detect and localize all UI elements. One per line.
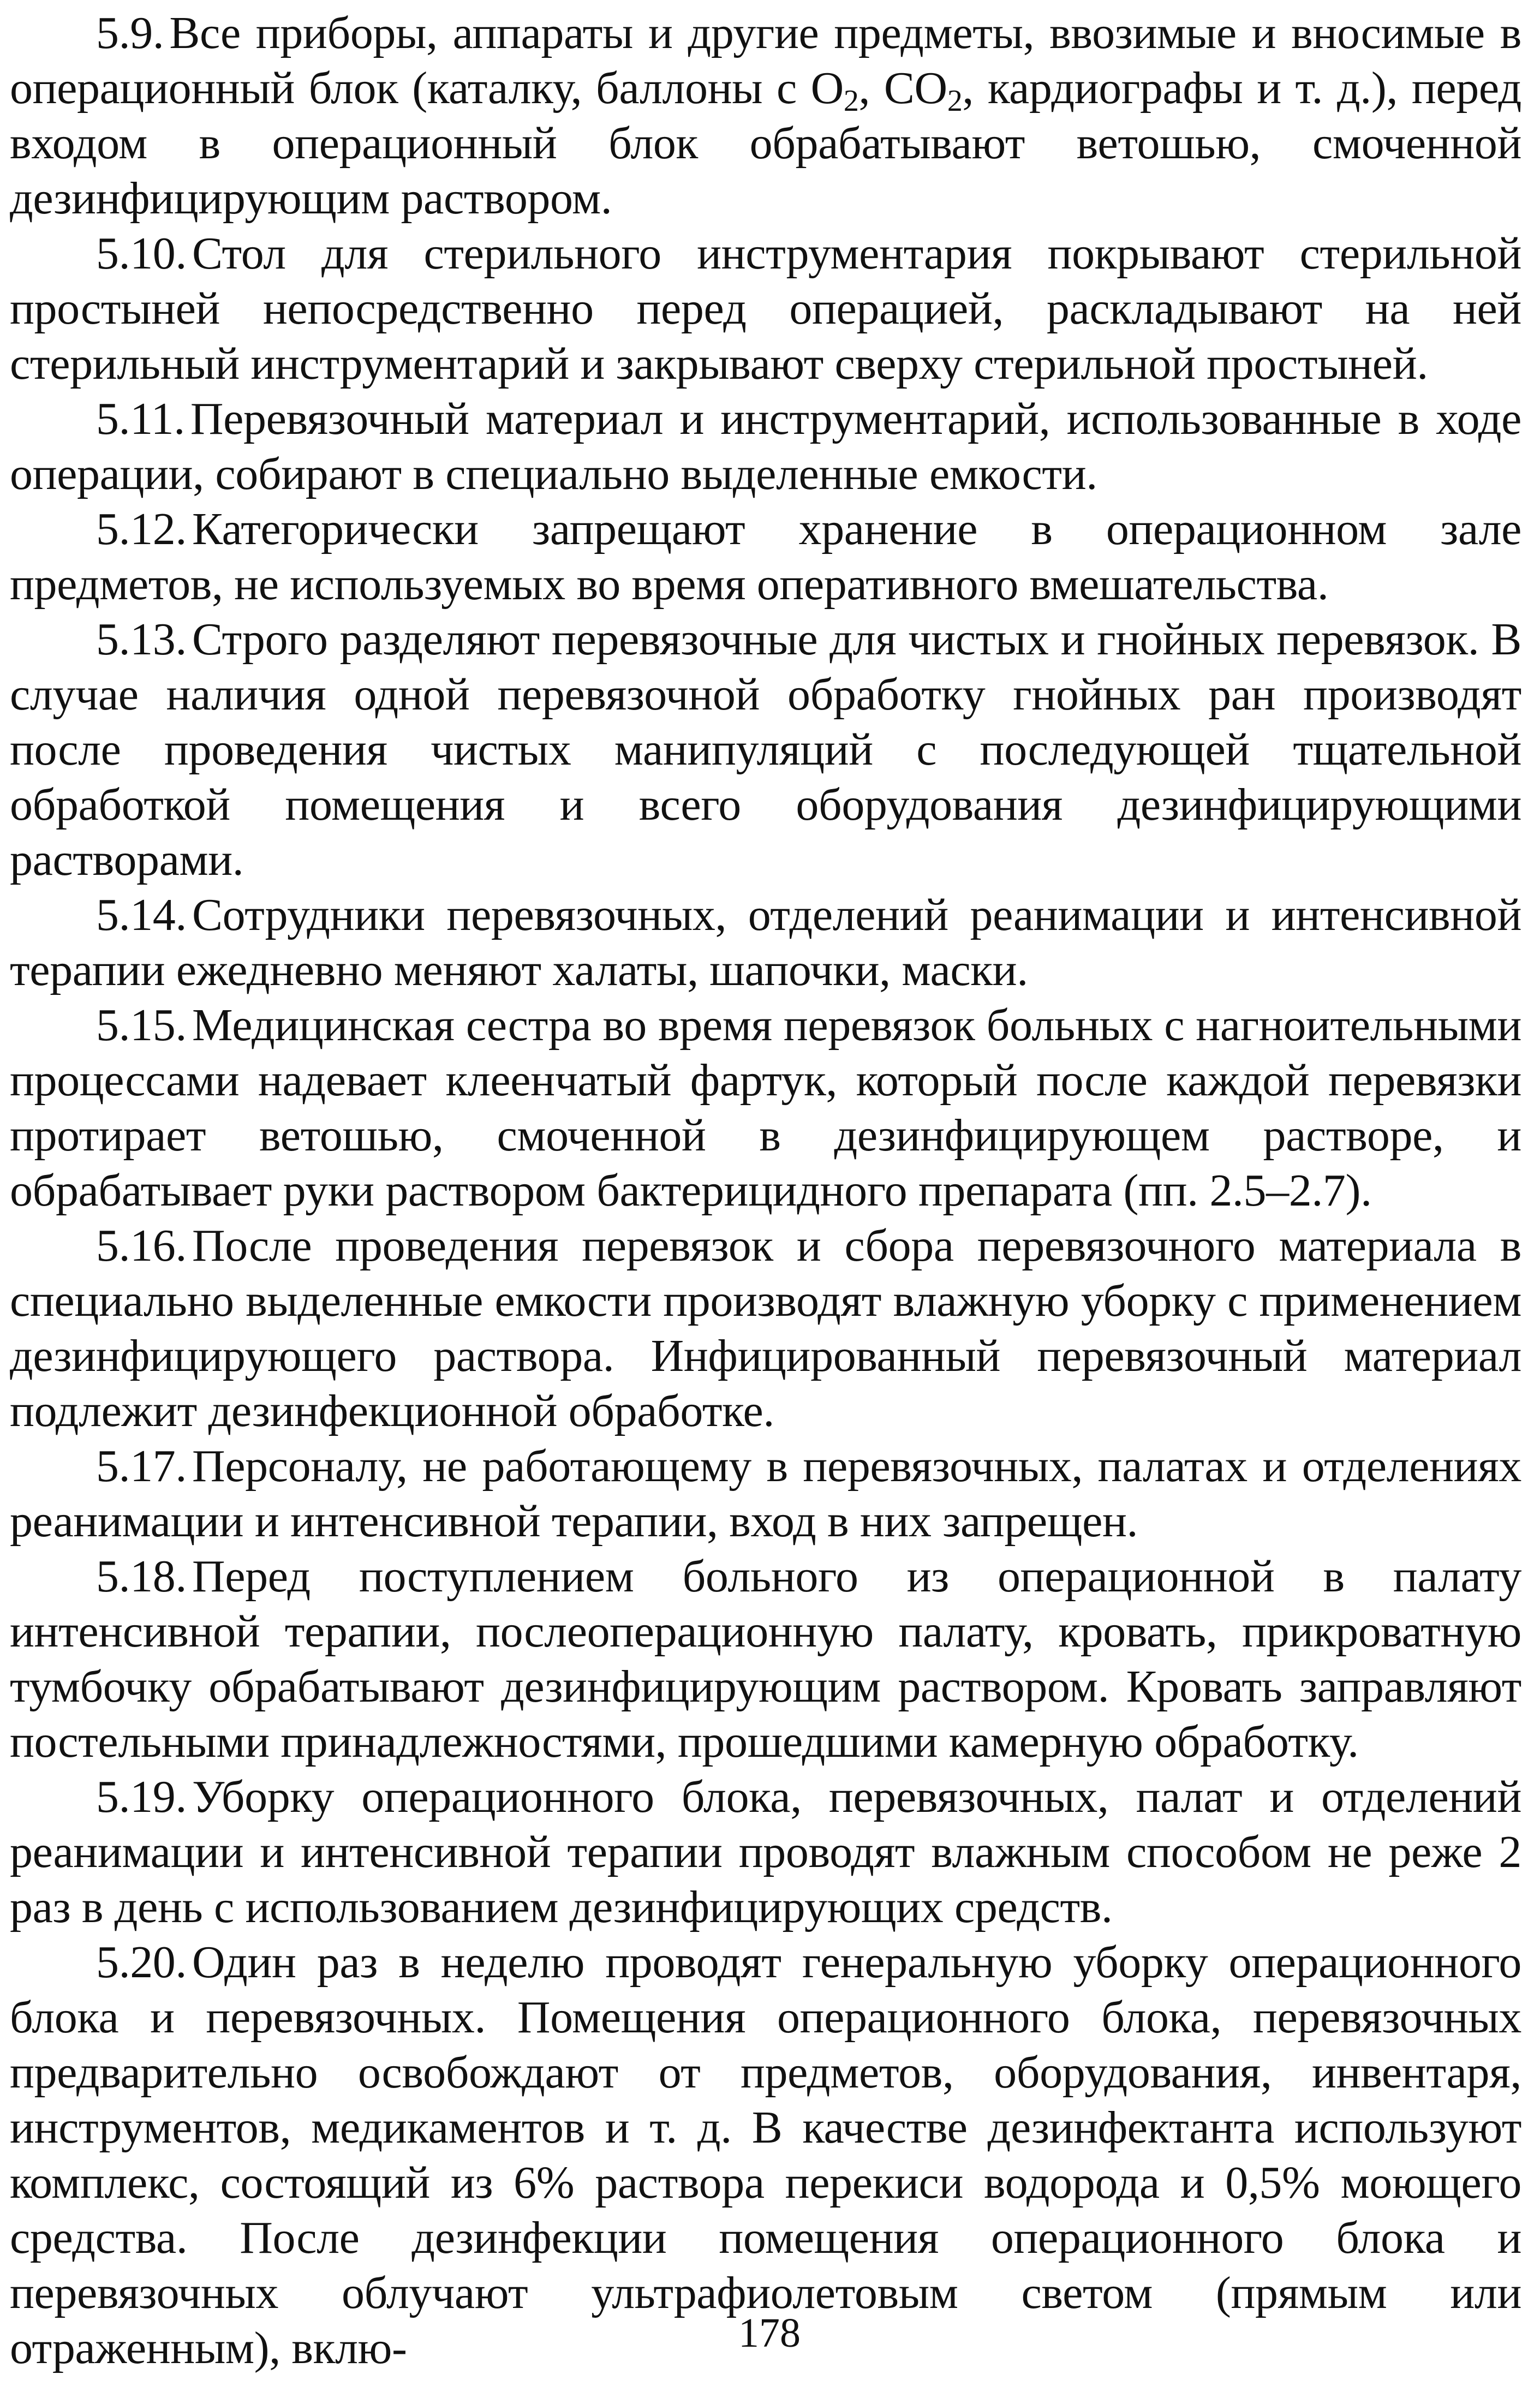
paragraph-number: 5.11. [96, 393, 185, 444]
paragraph-number: 5.19. [96, 1771, 187, 1822]
paragraph-number: 5.12. [96, 504, 187, 554]
paragraph-text: Уборку операционного блока, перевязочных, палат и отделений реанимации и интенсивной терапии проводят влажным способом не реже 2 раз в день с использованием дезинфицирующих средств. [10, 1771, 1521, 1932]
paragraph-number: 5.18. [96, 1551, 187, 1602]
paragraph-5-13 [10, 612, 1521, 887]
paragraph-text: Один раз в неделю проводят генеральную уборку операционного блока и перевязочных. Помещения операционного блока, перевязочных предварительно освобождают от предметов, оборудования, инвентаря, инструментов, медикаментов и т. д. В качестве дезинфектанта используют комплекс, состоящий из 6% раствора перекиси водорода и 0,5% моющего средства. После дезинфекции помещения операционного блока и перевязочных облучают ультрафиолетовым светом (прямым или отраженным), вклю- [10, 1937, 1521, 2373]
paragraph-number: 5.10. [96, 228, 187, 279]
subscript: 2 [947, 84, 963, 118]
paragraph-text: Персоналу, не работающему в перевязочных, палатах и отделениях реанимации и интенсивной терапии, вход в них запрещен. [10, 1441, 1521, 1547]
paragraph-number: 5.13. [96, 614, 187, 665]
paragraph-text: Категорически запрещают хранение в операционном зале предметов, не используемых во время оперативного вмешательства. [10, 504, 1521, 610]
paragraph-5-14 [10, 887, 1521, 998]
paragraph-text: Строго разделяют перевязочные для чистых и гнойных перевязок. В случае наличия одной перевязочной обработку гнойных ран производят после проведения чистых манипуляций с последующей тщательной обработкой помещения и всего оборудования дезинфицирующими растворами. [10, 614, 1521, 885]
paragraph-5-17 [10, 1439, 1521, 1549]
paragraph-number: 5.14. [96, 890, 187, 940]
paragraph-text: Медицинская сестра во время перевязок больных с нагноительными процессами надевает клеенчатый фартук, который после каждой перевязки протирает ветошью, смоченной в дезинфицирующем растворе, и обрабатывает руки раствором бактерицидного препарата (пп. 2.5–2.7). [10, 1000, 1521, 1216]
paragraph-5-12 [10, 502, 1521, 612]
paragraph-5-11 [10, 391, 1521, 502]
paragraph-text: Стол для стерильного инструментария покрывают стерильной простыней непосредственно перед операцией, раскладывают на ней стерильный инструментарий и закрывают сверху стерильной простыней. [10, 228, 1521, 389]
paragraph-text-part: Все приборы, аппараты и другие предметы, ввозимые и вносимые в операционный блок (каталку, баллоны с O [10, 8, 1521, 114]
paragraph-number: 5.15. [96, 1000, 187, 1051]
paragraph-text: Перед поступлением больного из операционной в палату интенсивной терапии, послеоперационную палату, кровать, прикроватную тумбочку обрабатывают дезинфицирующим раствором. Кровать заправляют постельными принадлежностями, прошедшими камерную обработку. [10, 1551, 1521, 1767]
paragraph-text: Сотрудники перевязочных, отделений реанимации и интенсивной терапии ежедневно меняют халаты, шапочки, маски. [10, 890, 1521, 995]
paragraph-number: 5.16. [96, 1220, 187, 1271]
paragraph-number: 5.20. [96, 1937, 187, 1988]
paragraph-5-19 [10, 1769, 1521, 1935]
paragraph-number: 5.17. [96, 1441, 187, 1492]
paragraph-number: 5.9. [96, 8, 164, 58]
paragraph-text-part: , CO [858, 63, 947, 114]
document-page [5, 0, 1533, 2386]
paragraph-text: Перевязочный материал и инструментарий, использованные в ходе операции, собирают в специально выделенные емкости. [10, 393, 1521, 499]
paragraph-5-10 [10, 226, 1521, 391]
paragraph-5-18 [10, 1549, 1521, 1769]
paragraph-5-9 [10, 5, 1521, 226]
paragraph-5-16 [10, 1218, 1521, 1439]
paragraph-text: После проведения перевязок и сбора перевязочного материала в специально выделенные емкости производят влажную уборку с применением дезинфицирующего раствора. Инфицированный перевязочный материал подлежит дезинфекционной обработке. [10, 1220, 1521, 1436]
paragraph-5-15 [10, 998, 1521, 1218]
body-text [10, 5, 1521, 2376]
page-number: 178 [738, 2310, 801, 2356]
subscript: 2 [843, 84, 859, 118]
paragraph-text-part: , кардиографы и т. д.), перед входом в операционный блок обрабатывают ветошью, смоченной дезинфицирующим раствором. [10, 63, 1522, 224]
